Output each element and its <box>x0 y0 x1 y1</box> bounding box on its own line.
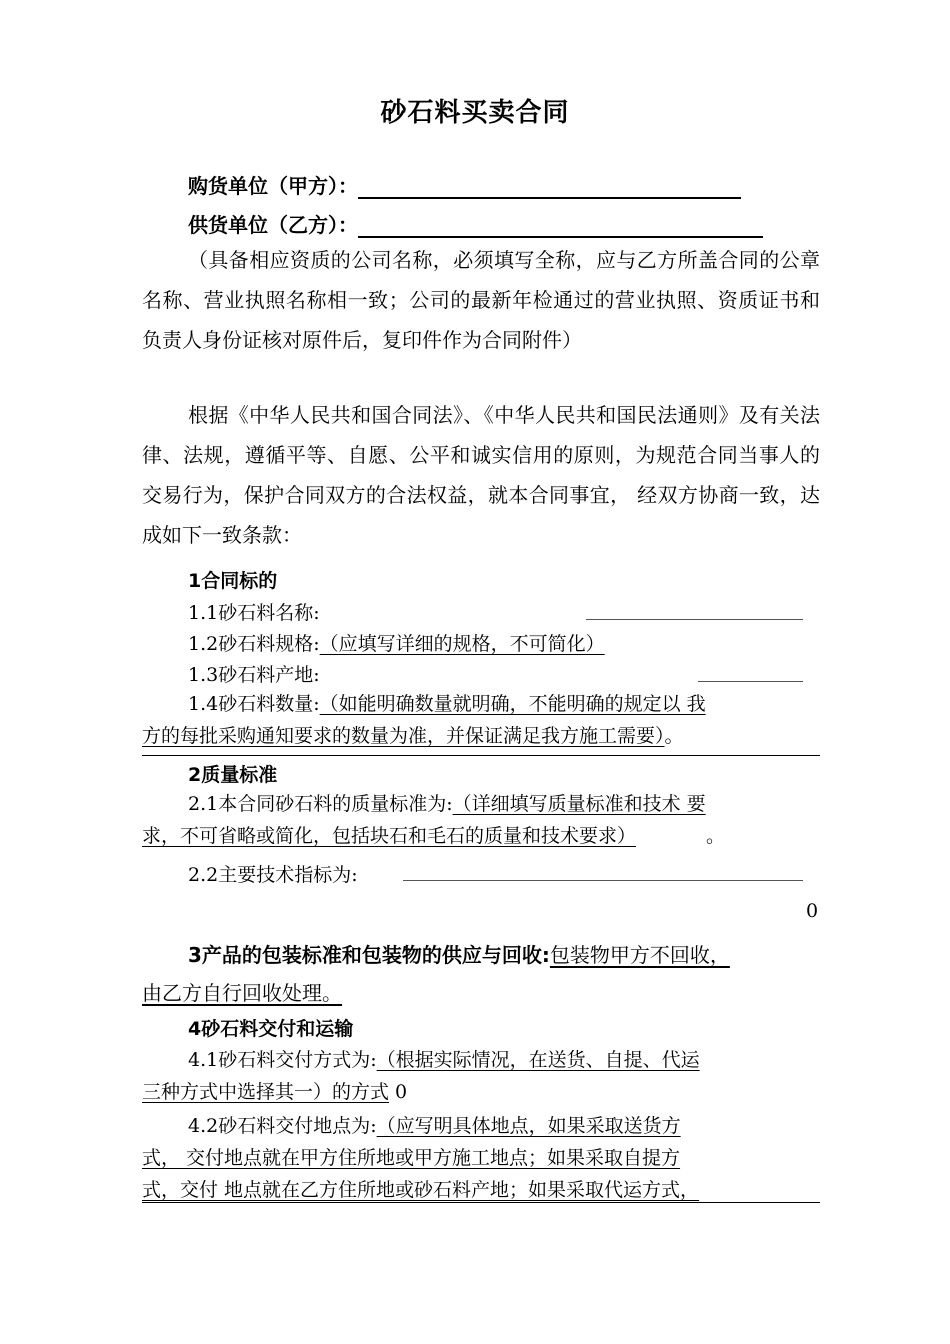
item-1-1-label: 1.1砂石料名称: <box>188 602 320 624</box>
item-1-4-label: 1.4砂石料数量: <box>188 693 320 715</box>
item-4-2-value-b: 式， 交付地点就在甲方住所地或甲方施工地点；如果采取自提方 <box>142 1147 681 1169</box>
section-3 <box>142 936 820 1012</box>
item-2-2 <box>188 860 358 887</box>
section-1-rule <box>142 755 820 756</box>
item-4-2-value-a: （应写明具体地点，如果采取送货方 <box>376 1115 681 1137</box>
item-1-4 <box>142 688 820 752</box>
section-3-value-a: 包装物甲方不回收， <box>549 943 730 967</box>
item-2-1-value-b: 求，不可省略或简化，包括块石和毛石的质量和技术要求） <box>142 825 637 847</box>
item-2-2-blank[interactable] <box>403 880 803 881</box>
item-2-2-label: 2.2主要技术指标为: <box>188 864 358 886</box>
party-b-label: 供货单位（乙方）： <box>188 213 358 237</box>
item-1-3-label: 1.3砂石料产地: <box>188 664 320 686</box>
party-b-row <box>188 209 763 238</box>
item-4-2-value-c: 式，交付 地点就在乙方住所地或砂石料产地；如果采取代运方式， <box>142 1179 700 1201</box>
item-4-1 <box>142 1044 820 1108</box>
section-2-heading: 2质量标准 <box>188 764 278 786</box>
item-1-2-value: （应填写详细的规格，不可简化） <box>319 633 605 655</box>
item-2-1 <box>142 788 820 852</box>
item-2-1-label: 2.1本合同砂石料的质量标准为: <box>188 793 453 815</box>
party-a-blank[interactable] <box>358 177 741 199</box>
item-1-2 <box>188 629 605 656</box>
item-2-2-end: 0 <box>806 900 819 922</box>
item-1-1-blank[interactable] <box>586 619 803 620</box>
item-4-1-label: 4.1砂石料交付方式为: <box>188 1049 377 1071</box>
item-2-1-value-a: （详细填写质量标准和技术 要 <box>452 793 706 815</box>
item-4-2 <box>142 1110 820 1206</box>
party-b-blank[interactable] <box>358 216 763 238</box>
item-4-1-end: 0 <box>389 1081 408 1103</box>
item-1-3 <box>188 660 320 687</box>
item-1-1 <box>188 598 320 625</box>
section-4-rule <box>142 1202 820 1203</box>
section-3-heading: 3产品的包装标准和包装物的供应与回收: <box>188 943 550 967</box>
item-1-2-label: 1.2砂石料规格: <box>188 633 320 655</box>
item-4-1-value-a: （根据实际情况，在送货、自提、代运 <box>376 1049 700 1071</box>
page-title: 砂石料买卖合同 <box>380 98 570 128</box>
item-2-1-end: 。 <box>706 825 726 847</box>
item-4-2-label: 4.2砂石料交付地点为: <box>188 1115 377 1137</box>
qualification-note: （具备相应资质的公司名称，必须填写全称，应与乙方所盖合同的公章名称、营业执照名称相一致；公司的最新年检通过的营业执照、资质证书和负责人身份证核对原件后，复印件作为合同附件） <box>142 248 820 352</box>
item-1-4-end: 。 <box>664 725 684 747</box>
section-3-value-b: 由乙方自行回收处理。 <box>142 981 342 1005</box>
item-4-1-value-b: 三种方式中选择其一）的方式 <box>142 1081 390 1103</box>
item-1-4-value-a: （如能明确数量就明确，不能明确的规定以 我 <box>319 693 706 715</box>
party-a-row <box>188 170 741 199</box>
party-a-label: 购货单位（甲方）： <box>188 174 358 198</box>
item-1-4-value-b: 方的每批采购通知要求的数量为准，并保证满足我方施工需要） <box>142 725 665 747</box>
item-1-3-blank[interactable] <box>698 681 803 682</box>
preamble: 根据《中华人民共和国合同法》、《中华人民共和国民法通则》及有关法律、法规，遵循平等、自愿、公平和诚实信用的原则，为规范合同当事人的交易行为，保护合同双方的合法权益，就本合同事宜， 经双方协商一致，达成如下一致条款： <box>142 403 820 547</box>
section-1-heading: 1合同标的 <box>188 570 278 592</box>
section-4-heading: 4砂石料交付和运输 <box>188 1018 354 1040</box>
